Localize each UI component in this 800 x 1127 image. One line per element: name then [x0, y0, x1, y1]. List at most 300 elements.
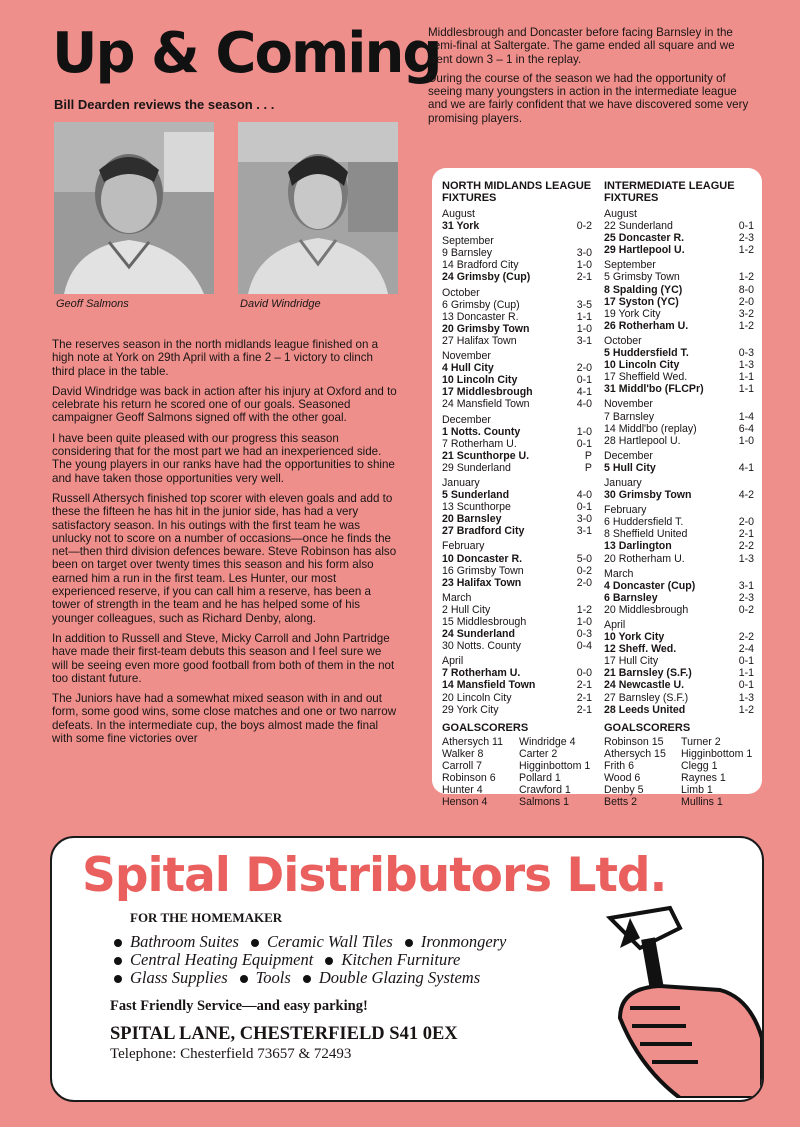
- fixture-row: [604, 423, 754, 435]
- intermediate-scorers: [604, 736, 754, 808]
- fixture-row: [604, 244, 754, 256]
- fixture-row: [604, 516, 754, 528]
- fixture-score: 1-3: [738, 691, 754, 704]
- fixtures-panel: [432, 168, 762, 808]
- fixture-score: 0-1: [576, 437, 592, 450]
- fixture-opponent: 12 Sheff. Wed.: [604, 643, 677, 656]
- goalscorer-entry: Turner 2: [681, 735, 721, 748]
- bullet-icon: [251, 939, 259, 947]
- goalscorer-entry: Robinson 6: [442, 771, 496, 784]
- fixture-score: 3-2: [738, 307, 754, 320]
- fixture-opponent: 22 Sunderland: [604, 220, 673, 233]
- fixture-opponent: 10 Lincoln City: [604, 359, 680, 372]
- fixture-score: 4-1: [576, 386, 592, 399]
- goalscorer-entry: Carter 2: [519, 747, 558, 760]
- article-paragraph: In addition to Russell and Steve, Micky Carroll and John Partridge have made their first-team debuts this season and I feel sure we will be seeing even more good football from both of them in the not too distant future.: [52, 631, 395, 685]
- fixture-score: 2-1: [576, 691, 592, 704]
- fixture-opponent: 27 Bradford City: [442, 525, 525, 538]
- article-paragraph: David Windridge was back in action after his injury at Oxford and to celebrate his return he scored one of our goals. Seasoned campaigner Geoff Salmons signed off with the other goal.: [52, 384, 397, 425]
- advert-product-label: Ceramic Wall Tiles: [266, 932, 393, 951]
- fixture-opponent: 10 Doncaster R.: [442, 552, 523, 565]
- fixture-score: 1-2: [576, 603, 592, 616]
- fixture-row: [442, 335, 592, 347]
- fixture-opponent: 20 Lincoln City: [442, 691, 512, 704]
- fixture-opponent: 6 Huddersfield T.: [604, 516, 684, 529]
- fixture-opponent: 27 Halifax Town: [442, 334, 517, 347]
- intermediate-heading: INTERMEDIATE LEAGUE FIXTURES: [604, 180, 735, 204]
- fixture-opponent: 16 Grimsby Town: [442, 564, 524, 577]
- north-midlands-month: [442, 477, 592, 537]
- month-label: February: [442, 540, 485, 553]
- goalscorer-entry: Henson 4: [442, 795, 488, 808]
- fixture-opponent: 20 Middlesbrough: [604, 603, 689, 616]
- fixture-score: 0-2: [576, 220, 592, 233]
- north-midlands-month: [442, 540, 592, 588]
- goalscorer-entry: Pollard 1: [519, 771, 561, 784]
- fixture-score: 2-1: [738, 528, 754, 541]
- fixture-score: 1-0: [576, 322, 592, 335]
- fixture-row: [604, 411, 754, 423]
- fixture-row: [604, 704, 754, 716]
- fixture-row: [604, 655, 754, 667]
- page-subtitle: Bill Dearden reviews the season . . .: [54, 97, 275, 112]
- fixture-opponent: 28 Hartlepool U.: [604, 434, 681, 447]
- fixture-opponent: 7 Rotherham U.: [442, 437, 517, 450]
- month-label: September: [604, 259, 656, 272]
- advert-address: SPITAL LANE, CHESTERFIELD S41 0EX: [110, 1024, 458, 1044]
- fixture-row: [604, 271, 754, 283]
- fixture-opponent: 24 Grimsby (Cup): [442, 271, 531, 284]
- fixture-opponent: 20 Barnsley: [442, 513, 502, 526]
- goalscorer-entry: Robinson 15: [604, 735, 664, 748]
- advert-product-label: Bathroom Suites: [130, 932, 239, 951]
- fixture-row: [442, 553, 592, 565]
- fixture-score: 3-0: [576, 513, 592, 526]
- article-left-column: [52, 338, 398, 752]
- north-midlands-fixtures: [442, 180, 592, 808]
- fixture-row: [442, 362, 592, 374]
- fixture-row: [604, 220, 754, 232]
- advert-product-label: Glass Supplies: [130, 968, 228, 987]
- advert-product-label: Double Glazing Systems: [318, 968, 481, 987]
- fixture-row: [604, 383, 754, 395]
- fixture-opponent: 14 Bradford City: [442, 259, 519, 272]
- fixture-opponent: 19 York City: [604, 307, 661, 320]
- fixture-row: [604, 284, 754, 296]
- bullet-icon: [240, 975, 248, 983]
- fixture-score: 6-4: [738, 422, 754, 435]
- fixture-row: [604, 592, 754, 604]
- fixture-opponent: 17 Middlesbrough: [442, 386, 533, 399]
- north-midlands-scorers: [442, 736, 592, 808]
- fixture-score: 4-2: [738, 489, 754, 502]
- fixture-row: [604, 667, 754, 679]
- player-photo-salmons: [54, 122, 214, 294]
- goalscorer-entry: Wood 6: [604, 771, 641, 784]
- fixture-score: 3-5: [576, 298, 592, 311]
- advert-product-item: [251, 933, 393, 951]
- advert-service-line: Fast Friendly Service—and easy parking!: [110, 998, 368, 1014]
- advert-product-item: [114, 951, 313, 969]
- north-midlands-month: [442, 592, 592, 652]
- fixture-opponent: 20 Rotherham U.: [604, 552, 685, 565]
- fixture-row: [442, 604, 592, 616]
- goalscorer-entry: Raynes 1: [681, 771, 726, 784]
- fixture-score: 0-2: [738, 603, 754, 616]
- fixture-score: 5-0: [576, 552, 592, 565]
- fixture-score: 1-0: [738, 434, 754, 447]
- goalscorer-entry: Betts 2: [604, 795, 637, 808]
- fixture-row: [442, 640, 592, 652]
- fixture-score: 1-2: [738, 703, 754, 716]
- fixture-row: [442, 247, 592, 259]
- month-label: November: [442, 350, 491, 363]
- fixture-opponent: 2 Hull City: [442, 603, 491, 616]
- month-label: December: [604, 449, 653, 462]
- fixture-opponent: 9 Barnsley: [442, 247, 493, 260]
- fixture-opponent: 24 Newcastle U.: [604, 679, 685, 692]
- fixture-row: [604, 528, 754, 540]
- fixture-score: 1-3: [738, 359, 754, 372]
- north-midlands-scorers-heading: GOALSCORERS: [442, 721, 529, 734]
- article-paragraph: Middlesbrough and Doncaster before facing Barnsley in the semi-final at Saltergate. The game ended all square and we went down 3 – 1 in the replay.: [428, 26, 735, 66]
- fixture-score: 0-4: [576, 640, 592, 653]
- fixture-row: [442, 525, 592, 537]
- fixture-row: [604, 540, 754, 552]
- fixture-score: 1-0: [576, 425, 592, 438]
- fixture-row: [604, 296, 754, 308]
- fixture-score: 8-0: [738, 283, 754, 296]
- bullet-icon: [114, 957, 122, 965]
- bullet-icon: [405, 939, 413, 947]
- fixture-opponent: 31 York: [442, 220, 480, 233]
- player-photo-windridge: [238, 122, 398, 294]
- fixture-opponent: 24 Sunderland: [442, 628, 515, 641]
- intermediate-month: [604, 619, 754, 716]
- fixture-score: 0-0: [576, 667, 592, 680]
- fixture-row: [604, 359, 754, 371]
- fixture-row: [442, 259, 592, 271]
- month-label: February: [604, 504, 647, 517]
- advert-telephone: Telephone: Chesterfield 73657 & 72493: [110, 1046, 352, 1062]
- goalscorer-entry: Carroll 7: [442, 759, 483, 772]
- fixture-score: 1-1: [576, 310, 592, 323]
- fixture-score: P: [584, 449, 592, 462]
- fixture-opponent: 13 Doncaster R.: [442, 310, 519, 323]
- fixture-row: [604, 308, 754, 320]
- fixture-score: P: [584, 461, 592, 474]
- fixture-row: [442, 323, 592, 335]
- fixture-score: 2-0: [738, 516, 754, 529]
- fixture-row: [442, 616, 592, 628]
- fixture-row: [442, 311, 592, 323]
- fixture-opponent: 29 York City: [442, 703, 499, 716]
- page-title: Up & Coming: [52, 21, 441, 86]
- photo-caption-salmons: Geoff Salmons: [56, 298, 129, 310]
- fixture-opponent: 17 Hull City: [604, 655, 659, 668]
- fixture-score: 4-1: [738, 461, 754, 474]
- intermediate-month-list: [604, 208, 754, 716]
- fixture-opponent: 17 Syston (YC): [604, 295, 679, 308]
- north-midlands-heading: NORTH MIDLANDS LEAGUE FIXTURES: [442, 180, 592, 204]
- goalscorer-entry: Windridge 4: [519, 735, 576, 748]
- fixture-opponent: 13 Darlington: [604, 540, 672, 553]
- intermediate-month: [604, 259, 754, 332]
- fixture-score: 0-1: [738, 655, 754, 668]
- fixture-row: [604, 643, 754, 655]
- goalscorer-entry: Higginbottom 1: [519, 759, 591, 772]
- goalscorer-entry: Limb 1: [681, 783, 713, 796]
- fixture-row: [442, 501, 592, 513]
- fixture-opponent: 5 Grimsby Town: [604, 271, 680, 284]
- month-label: December: [442, 413, 491, 426]
- fixture-score: 3-1: [576, 334, 592, 347]
- fixture-row: [442, 462, 592, 474]
- fixture-opponent: 4 Hull City: [442, 362, 494, 375]
- fixture-score: 0-1: [576, 501, 592, 514]
- fixture-row: [442, 704, 592, 716]
- advert-product-line: [114, 969, 518, 987]
- bullet-icon: [325, 957, 333, 965]
- advert-product-list: [114, 933, 518, 987]
- fixture-row: [442, 628, 592, 640]
- goalscorer-entry: Denby 5: [604, 783, 644, 796]
- article-paragraph: Russell Athersych finished top scorer with eleven goals and add to these the fifteen he has hit in the junior side, has had a very satisfactory season. In his outings with the first team he was unlucky not to score on a number of occasions—once he finds the net—then third division defences beware. Steve Robinson has also been on target over twenty times this season and his form also earned him a run in the first team. Les Hunter, our most experienced reserve, if you can call him a reserve, has been a tower of strength in the team and he has helped some of his younger colleagues, such as Richard Denby, along.: [52, 491, 397, 625]
- fixture-score: 0-2: [576, 564, 592, 577]
- north-midlands-month: [442, 655, 592, 715]
- month-label: September: [442, 235, 494, 248]
- advert-product-label: Central Heating Equipment: [130, 950, 314, 969]
- fixture-row: [604, 371, 754, 383]
- intermediate-scorers-heading: GOALSCORERS: [604, 721, 691, 734]
- fixture-row: [604, 631, 754, 643]
- goalscorer-entry: Athersych 11: [442, 735, 504, 748]
- fixture-opponent: 14 Mansfield Town: [442, 679, 536, 692]
- intermediate-month: [604, 450, 754, 474]
- fixture-score: 4-0: [576, 398, 592, 411]
- article-paragraph: The reserves season in the north midlands league finished on a high note at York on 29th April with a fine 2 – 1 victory to clinch third place in the table.: [52, 338, 379, 378]
- fixture-opponent: 7 Rotherham U.: [442, 667, 521, 680]
- advert-product-label: Ironmongery: [420, 932, 507, 951]
- fixture-opponent: 27 Barnsley (S.F.): [604, 691, 689, 704]
- advert-product-item: [405, 933, 507, 951]
- article-right-column: [428, 26, 758, 131]
- fixture-row: [442, 489, 592, 501]
- month-label: January: [604, 476, 642, 489]
- fixture-score: 0-3: [738, 347, 754, 360]
- fixture-score: 2-0: [576, 576, 592, 589]
- advert-company-name: Spital Distributors Ltd.: [82, 848, 667, 903]
- advert-product-label: Tools: [255, 968, 291, 987]
- goalscorer-entry: Frith 6: [604, 759, 635, 772]
- fixture-score: 0-3: [576, 628, 592, 641]
- month-label: April: [604, 619, 626, 631]
- advert-product-item: [325, 951, 460, 969]
- fixture-score: 1-2: [738, 319, 754, 332]
- fixture-opponent: 20 Grimsby Town: [442, 322, 530, 335]
- fixture-score: 1-1: [738, 667, 754, 680]
- fixture-opponent: 5 Huddersfield T.: [604, 347, 689, 360]
- fixture-row: [604, 692, 754, 704]
- fixture-score: 2-1: [576, 679, 592, 692]
- fixture-row: [442, 667, 592, 679]
- fixture-opponent: 26 Rotherham U.: [604, 319, 689, 332]
- article-paragraph: I have been quite pleased with our progress this season considering that for the most part we had an inexperienced side. The young players in our ranks have had the opportunities to shine and have taken those opportunities very well.: [52, 431, 395, 485]
- fixture-opponent: 5 Hull City: [604, 461, 656, 474]
- fixture-opponent: 24 Mansfield Town: [442, 398, 530, 411]
- month-label: March: [604, 567, 634, 580]
- fixture-opponent: 6 Grimsby (Cup): [442, 298, 520, 311]
- intermediate-fixtures: [604, 180, 754, 808]
- article-paragraph: The Juniors have had a somewhat mixed season with in and out form, some good wins, some close matches and one or two narrow defeats. In the intermediate cup, the boys almost made the final with some fine victories over: [52, 692, 397, 746]
- goalscorer-entry: Higginbottom 1: [681, 747, 753, 760]
- month-label: April: [442, 655, 464, 668]
- fixture-opponent: 8 Sheffield United: [604, 528, 688, 541]
- fixture-row: [442, 679, 592, 691]
- fixture-opponent: 6 Barnsley: [604, 591, 658, 604]
- fixture-score: 2-3: [738, 232, 754, 245]
- fixture-score: 0-1: [576, 374, 592, 387]
- fixture-row: [442, 386, 592, 398]
- advert-product-item: [303, 969, 480, 987]
- intermediate-month: [604, 477, 754, 501]
- article-paragraph: During the course of the season we had the opportunity of seeing many youngsters in action in the intermediate league and we are fairly confident that we have discovered some very promising players.: [428, 71, 749, 125]
- north-midlands-month: [442, 414, 592, 474]
- fixture-opponent: 31 Middl'bo (FLCPr): [604, 383, 704, 396]
- fixture-opponent: 21 Scunthorpe U.: [442, 449, 530, 462]
- bullet-icon: [114, 975, 122, 983]
- fixture-opponent: 14 Middl'bo (replay): [604, 422, 697, 435]
- fixture-opponent: 4 Doncaster (Cup): [604, 579, 696, 592]
- fixture-row: [604, 232, 754, 244]
- fixture-row: [442, 374, 592, 386]
- fixture-score: 2-2: [738, 631, 754, 644]
- advert-product-item: [114, 969, 228, 987]
- goalscorer-entry: Athersych 15: [604, 747, 666, 760]
- fixture-row: [442, 692, 592, 704]
- advert-product-item: [240, 969, 291, 987]
- fixture-score: 1-1: [738, 383, 754, 396]
- fixture-opponent: 15 Middlesbrough: [442, 616, 527, 628]
- intermediate-month: [604, 335, 754, 395]
- fixture-score: 0-1: [738, 220, 754, 233]
- month-label: August: [442, 208, 475, 220]
- fixture-score: 2-4: [738, 643, 754, 656]
- fixture-opponent: 10 York City: [604, 631, 665, 644]
- fixture-opponent: 13 Scunthorpe: [442, 501, 511, 514]
- fixture-opponent: 8 Spalding (YC): [604, 283, 683, 296]
- fixture-opponent: 30 Notts. County: [442, 640, 521, 653]
- fixture-opponent: 23 Halifax Town: [442, 576, 522, 589]
- north-midlands-month: [442, 350, 592, 410]
- month-label: August: [604, 208, 637, 220]
- goalscorer-entry: Salmons 1: [519, 795, 570, 808]
- fixture-score: 3-1: [738, 579, 754, 592]
- fixture-row: [604, 604, 754, 616]
- fixture-row: [442, 426, 592, 438]
- fixture-opponent: 7 Barnsley: [604, 410, 655, 423]
- fixture-score: 2-1: [576, 703, 592, 716]
- advert-product-item: [114, 933, 239, 951]
- month-label: March: [442, 591, 472, 604]
- intermediate-month: [604, 504, 754, 564]
- fixture-opponent: 5 Sunderland: [442, 489, 510, 502]
- fixture-row: [604, 435, 754, 447]
- fixture-opponent: 21 Barnsley (S.F.): [604, 667, 692, 680]
- goalscorer-entry: Crawford 1: [519, 783, 571, 796]
- month-label: October: [442, 286, 480, 299]
- fixture-row: [442, 398, 592, 410]
- fixture-score: 2-0: [738, 295, 754, 308]
- fixture-opponent: 25 Doncaster R.: [604, 232, 685, 245]
- fixture-score: 1-0: [576, 259, 592, 272]
- fixture-score: 3-0: [576, 247, 592, 260]
- fixture-row: [604, 489, 754, 501]
- fixture-opponent: 30 Grimsby Town: [604, 489, 692, 502]
- month-label: October: [604, 334, 642, 347]
- fixture-row: [442, 271, 592, 283]
- fixture-opponent: 10 Lincoln City: [442, 374, 518, 387]
- fixture-opponent: 17 Sheffield Wed.: [604, 371, 688, 384]
- advert-product-label: Kitchen Furniture: [341, 950, 461, 969]
- advertisement: [50, 836, 764, 1102]
- bullet-icon: [303, 975, 311, 983]
- fixture-row: [604, 462, 754, 474]
- fixture-score: 4-0: [576, 489, 592, 502]
- goalscorer-entry: Clegg 1: [681, 759, 718, 772]
- fixture-score: 2-2: [738, 540, 754, 553]
- month-label: January: [442, 476, 480, 489]
- fixture-score: 3-1: [576, 525, 592, 538]
- goalscorer-entry: Mullins 1: [681, 795, 723, 808]
- intermediate-month: [604, 208, 754, 256]
- fixture-row: [442, 450, 592, 462]
- fixture-row: [604, 679, 754, 691]
- photo-caption-windridge: David Windridge: [240, 298, 321, 310]
- fixture-row: [442, 438, 592, 450]
- fixture-row: [442, 577, 592, 589]
- fixture-score: 2-3: [738, 591, 754, 604]
- north-midlands-month: [442, 208, 592, 232]
- fixture-opponent: 28 Leeds United: [604, 703, 686, 716]
- fixture-score: 1-3: [738, 552, 754, 565]
- intermediate-month: [604, 398, 754, 446]
- fixture-score: 1-2: [738, 244, 754, 257]
- fixture-row: [604, 580, 754, 592]
- advert-product-line: [114, 933, 518, 951]
- north-midlands-month: [442, 235, 592, 283]
- fixture-row: [604, 347, 754, 359]
- fixture-row: [442, 565, 592, 577]
- advert-tagline: FOR THE HOMEMAKER: [130, 910, 283, 925]
- fixture-row: [442, 513, 592, 525]
- fixture-score: 1-0: [576, 616, 592, 628]
- month-label: November: [604, 398, 653, 411]
- fixture-score: 1-2: [738, 271, 754, 284]
- fixture-score: 2-1: [576, 271, 592, 284]
- fixture-row: [442, 299, 592, 311]
- hand-hammer-icon: [600, 898, 762, 1102]
- advert-product-line: [114, 951, 518, 969]
- fixture-score: 1-1: [738, 371, 754, 384]
- fixture-opponent: 29 Hartlepool U.: [604, 244, 685, 257]
- fixture-row: [604, 320, 754, 332]
- fixture-row: [604, 553, 754, 565]
- fixture-opponent: 1 Notts. County: [442, 425, 521, 438]
- fixture-score: 1-4: [738, 410, 754, 423]
- fixture-row: [442, 220, 592, 232]
- north-midlands-month: [442, 287, 592, 347]
